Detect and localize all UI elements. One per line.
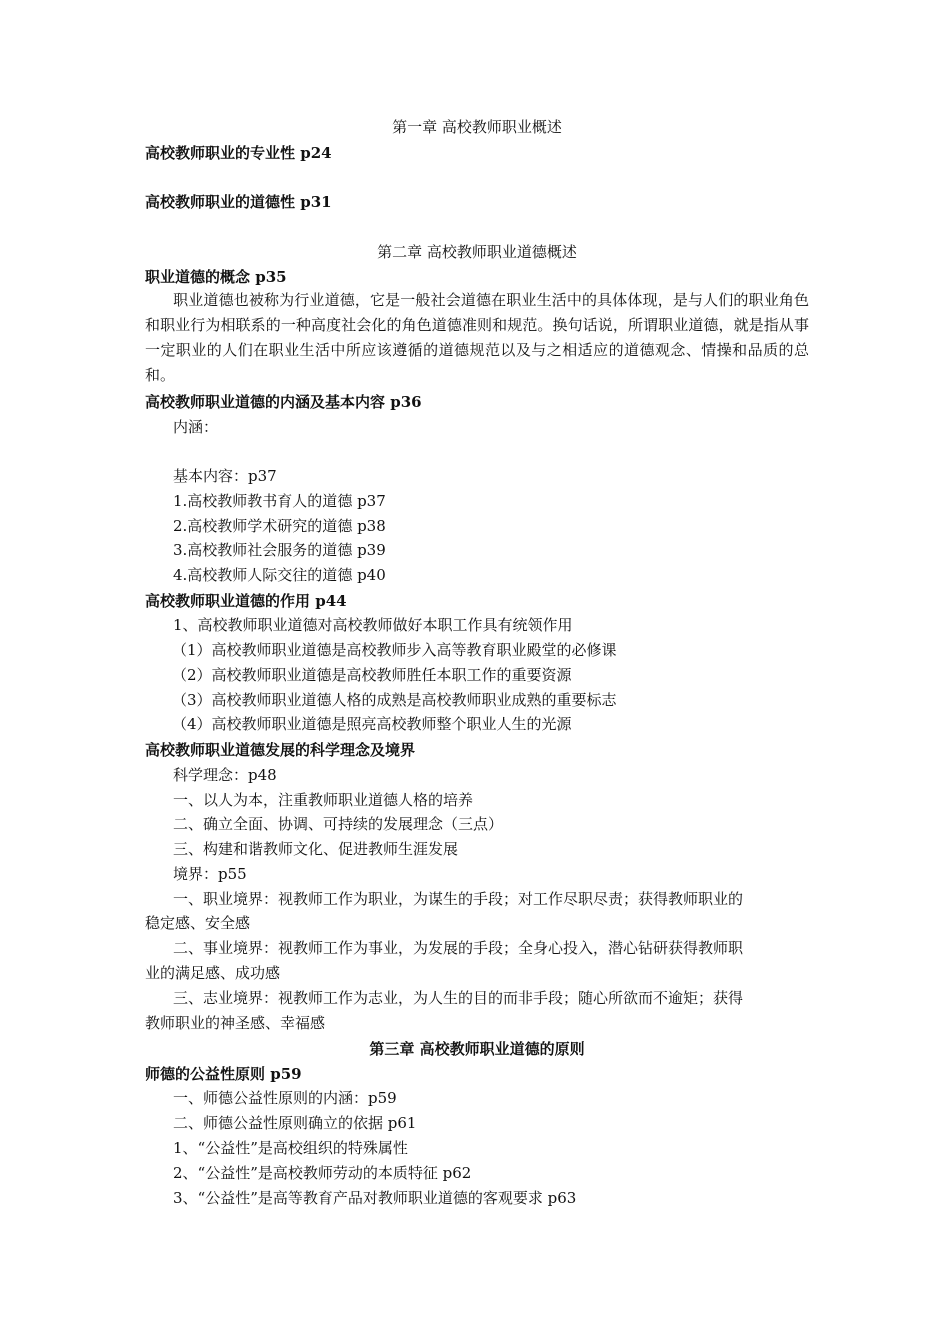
list-item: 二、事业境界：视教师工作为事业，为发展的手段；全身心投入，潜心钻研获得教师职 <box>173 939 744 957</box>
list-item: 1.高校教师教书育人的道德 p37 <box>173 492 386 510</box>
list-item: 三、构建和谐教师文化、促进教师生涯发展 <box>173 840 459 858</box>
section-heading: 高校教师职业的道德性 p31 <box>145 193 332 211</box>
list-item: 3.高校教师社会服务的道德 p39 <box>173 541 386 559</box>
section-heading: 职业道德的概念 p35 <box>145 268 287 286</box>
list-item: 境界：p55 <box>173 865 247 883</box>
definition-paragraph <box>145 288 809 388</box>
chapter-3-title: 第三章 高校教师职业道德的原则 <box>369 1040 585 1058</box>
list-item-continuation: 教师职业的神圣感、幸福感 <box>145 1014 326 1032</box>
list-item: （4）高校教师职业道德是照亮高校教师整个职业人生的光源 <box>172 715 572 733</box>
list-item: 基本内容：p37 <box>173 467 277 485</box>
list-item: 二、确立全面、协调、可持续的发展理念（三点） <box>173 815 504 833</box>
section-heading: 高校教师职业道德发展的科学理念及境界 <box>145 741 416 759</box>
list-item-continuation: 业的满足感、成功感 <box>145 964 281 982</box>
list-item: （1）高校教师职业道德是高校教师步入高等教育职业殿堂的必修课 <box>172 641 617 659</box>
paragraph-text: 职业道德也被称为行业道德，它是一般社会道德在职业生活中的具体体现，是与人们的职业角色和职业行为相联系的一种高度社会化的角色道德准则和规范。换句话说，所谓职业道德，就是指从事一定职业的人们在职业生活中所应该遵循的道德规范以及与之相适应的道德观念、情操和品质的总和。 <box>145 291 809 384</box>
list-item: 内涵： <box>173 418 219 436</box>
list-item: 三、志业境界：视教师工作为志业，为人生的目的而非手段；随心所欲而不逾矩；获得 <box>173 989 744 1007</box>
list-item: 一、师德公益性原则的内涵：p59 <box>173 1089 397 1107</box>
section-heading: 师德的公益性原则 p59 <box>145 1065 302 1083</box>
list-item-continuation: 稳定感、安全感 <box>145 914 251 932</box>
section-heading: 高校教师职业道德的内涵及基本内容 p36 <box>145 393 422 411</box>
list-item: 1、“公益性”是高校组织的特殊属性 <box>173 1139 408 1157</box>
list-item: 一、以人为本，注重教师职业道德人格的培养 <box>173 791 474 809</box>
list-item: 4.高校教师人际交往的道德 p40 <box>173 566 386 584</box>
list-item: 一、职业境界：视教师工作为职业，为谋生的手段；对工作尽职尽责；获得教师职业的 <box>173 890 744 908</box>
list-item: 3、“公益性”是高等教育产品对教师职业道德的客观要求 p63 <box>173 1189 577 1207</box>
list-item: （3）高校教师职业道德人格的成熟是高校教师职业成熟的重要标志 <box>172 691 617 709</box>
list-item: 2.高校教师学术研究的道德 p38 <box>173 517 386 535</box>
section-heading: 高校教师职业道德的作用 p44 <box>145 592 347 610</box>
list-item: （2）高校教师职业道德是高校教师胜任本职工作的重要资源 <box>172 666 572 684</box>
list-item: 二、师德公益性原则确立的依据 p61 <box>173 1114 417 1132</box>
list-item: 科学理念：p48 <box>173 766 277 784</box>
section-heading: 高校教师职业的专业性 p24 <box>145 144 332 162</box>
chapter-1-title: 第一章 高校教师职业概述 <box>392 118 562 136</box>
list-item: 2、“公益性”是高校教师劳动的本质特征 p62 <box>173 1164 472 1182</box>
list-item: 1、高校教师职业道德对高校教师做好本职工作具有统领作用 <box>173 616 573 634</box>
chapter-2-title: 第二章 高校教师职业道德概述 <box>377 243 577 261</box>
